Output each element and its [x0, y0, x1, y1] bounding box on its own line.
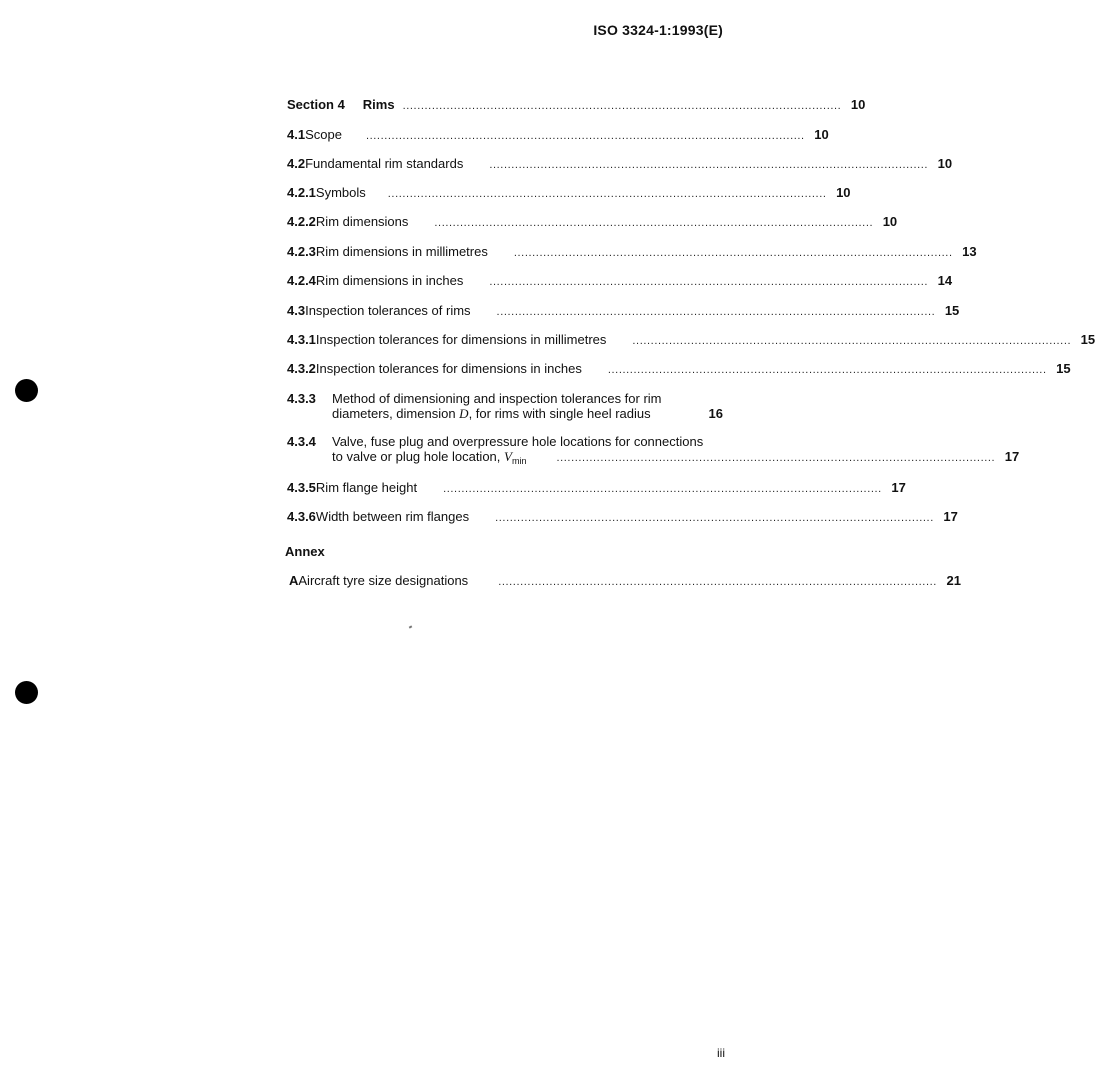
leader-dots: ........................................................................................................................ — [365, 130, 805, 142]
toc-number: 4.2.1 — [287, 185, 316, 200]
toc-row[interactable] — [287, 185, 851, 200]
toc-title-line2: to valve or plug hole location, $V_{min}$ — [332, 449, 527, 466]
toc-number: 4.3.1 — [287, 332, 316, 347]
toc-page: 10 — [850, 97, 866, 112]
toc-title: Fundamental rim standards — [305, 156, 464, 171]
toc-title: Inspection tolerances for dimensions in inches — [315, 361, 582, 376]
toc-row[interactable] — [287, 127, 829, 142]
leader-dots: ........................................................................................................................ — [443, 483, 882, 495]
leader-dots: ........................................................................................................................ — [402, 100, 842, 112]
toc-title: Width between rim flanges — [315, 509, 470, 524]
document-reference: ISO 3324-1:1993(E) — [593, 22, 723, 38]
toc-title: Rim dimensions in inches — [315, 273, 464, 288]
leader-dots: ........................................................................................................................ — [434, 217, 874, 229]
toc-title: Aircraft tyre size designations — [298, 573, 469, 588]
toc-number: 4.3.2 — [287, 361, 316, 376]
toc-page: 17 — [1004, 449, 1020, 464]
toc-page: 14 — [937, 273, 953, 288]
leader-dots: ........................................................................................................................ — [607, 364, 1047, 376]
toc-number: 4.2.3 — [287, 244, 316, 259]
toc-page: 17 — [943, 509, 958, 524]
toc-number: 4.2 — [287, 156, 306, 171]
toc-row[interactable] — [287, 332, 1095, 347]
toc-number: 4.3.5 — [287, 480, 316, 495]
toc-title: Inspection tolerances of rims — [305, 303, 471, 318]
toc-row[interactable] — [287, 573, 961, 588]
toc-page: 15 — [944, 303, 960, 318]
toc-page: 10 — [814, 127, 829, 142]
toc-page: 10 — [937, 156, 953, 171]
toc-row[interactable] — [287, 244, 977, 259]
leader-dots: ........................................................................................................................ — [496, 306, 936, 318]
toc-row[interactable] — [287, 303, 960, 318]
page-number: iii — [717, 1046, 725, 1060]
toc-row[interactable] — [287, 509, 958, 524]
leader-dots: ........................................................................................................................ — [489, 276, 929, 288]
leader-dots: ........................................................................................................................ — [489, 159, 929, 171]
leader-dots: ........................................................................................................................ — [556, 452, 996, 464]
toc-title: Symbols — [315, 185, 366, 200]
toc-row[interactable] — [287, 361, 1071, 376]
toc-title: Rim dimensions — [315, 214, 409, 229]
toc-title: Rim flange height — [315, 480, 418, 495]
punch-hole-mark — [15, 681, 38, 704]
toc-number: A — [289, 573, 299, 588]
toc-row[interactable] — [287, 273, 953, 288]
toc-title-line1: Valve, fuse plug and overpressure hole locations for connections — [332, 434, 704, 449]
leader-dots: ........................................................................................................................ — [632, 335, 1072, 347]
toc-page: 21 — [946, 573, 961, 588]
toc-number: 4.3.4 — [287, 434, 316, 449]
toc-title-line1: Method of dimensioning and inspection tolerances for rim — [332, 391, 662, 406]
leader-dots: ........................................................................................................................ — [498, 576, 937, 588]
toc-page: 16 — [708, 406, 723, 421]
toc-title: Scope — [305, 127, 342, 142]
toc-number: 4.1 — [287, 127, 306, 142]
toc-number: 4.3.3 — [287, 391, 316, 406]
toc-title-line2: diameters, dimension D, for rims with single heel radius — [332, 406, 651, 421]
toc-title: Inspection tolerances for dimensions in millimetres — [315, 332, 607, 347]
toc-row[interactable] — [287, 480, 906, 495]
leader-dots: ........................................................................................................................ — [387, 188, 827, 200]
toc-page: 13 — [962, 244, 977, 259]
toc-page: 15 — [1080, 332, 1095, 347]
toc-section-row[interactable] — [287, 97, 865, 112]
toc-page: 10 — [836, 185, 851, 200]
leader-dots: ........................................................................................................................ — [513, 247, 953, 259]
toc-row[interactable] — [287, 434, 1020, 466]
toc-title: Rim dimensions in millimetres — [315, 244, 488, 259]
punch-hole-mark — [15, 379, 38, 402]
toc-page: 15 — [1056, 361, 1071, 376]
scan-artifact — [409, 625, 413, 628]
toc-row[interactable] — [287, 214, 898, 229]
toc-number: 4.2.4 — [287, 273, 316, 288]
toc-number: 4.3.6 — [287, 509, 316, 524]
toc-page: 10 — [882, 214, 898, 229]
leader-dots: ........................................................................................................................ — [495, 512, 934, 524]
toc-row[interactable] — [287, 391, 723, 422]
toc-number: Section 4 — [287, 97, 345, 112]
toc-page: 17 — [891, 480, 906, 495]
toc-number: 4.2.2 — [287, 214, 316, 229]
toc-number: 4.3 — [287, 303, 306, 318]
toc-title: Rims — [362, 97, 395, 112]
annex-heading: Annex — [285, 544, 325, 559]
toc-row[interactable] — [287, 156, 953, 171]
